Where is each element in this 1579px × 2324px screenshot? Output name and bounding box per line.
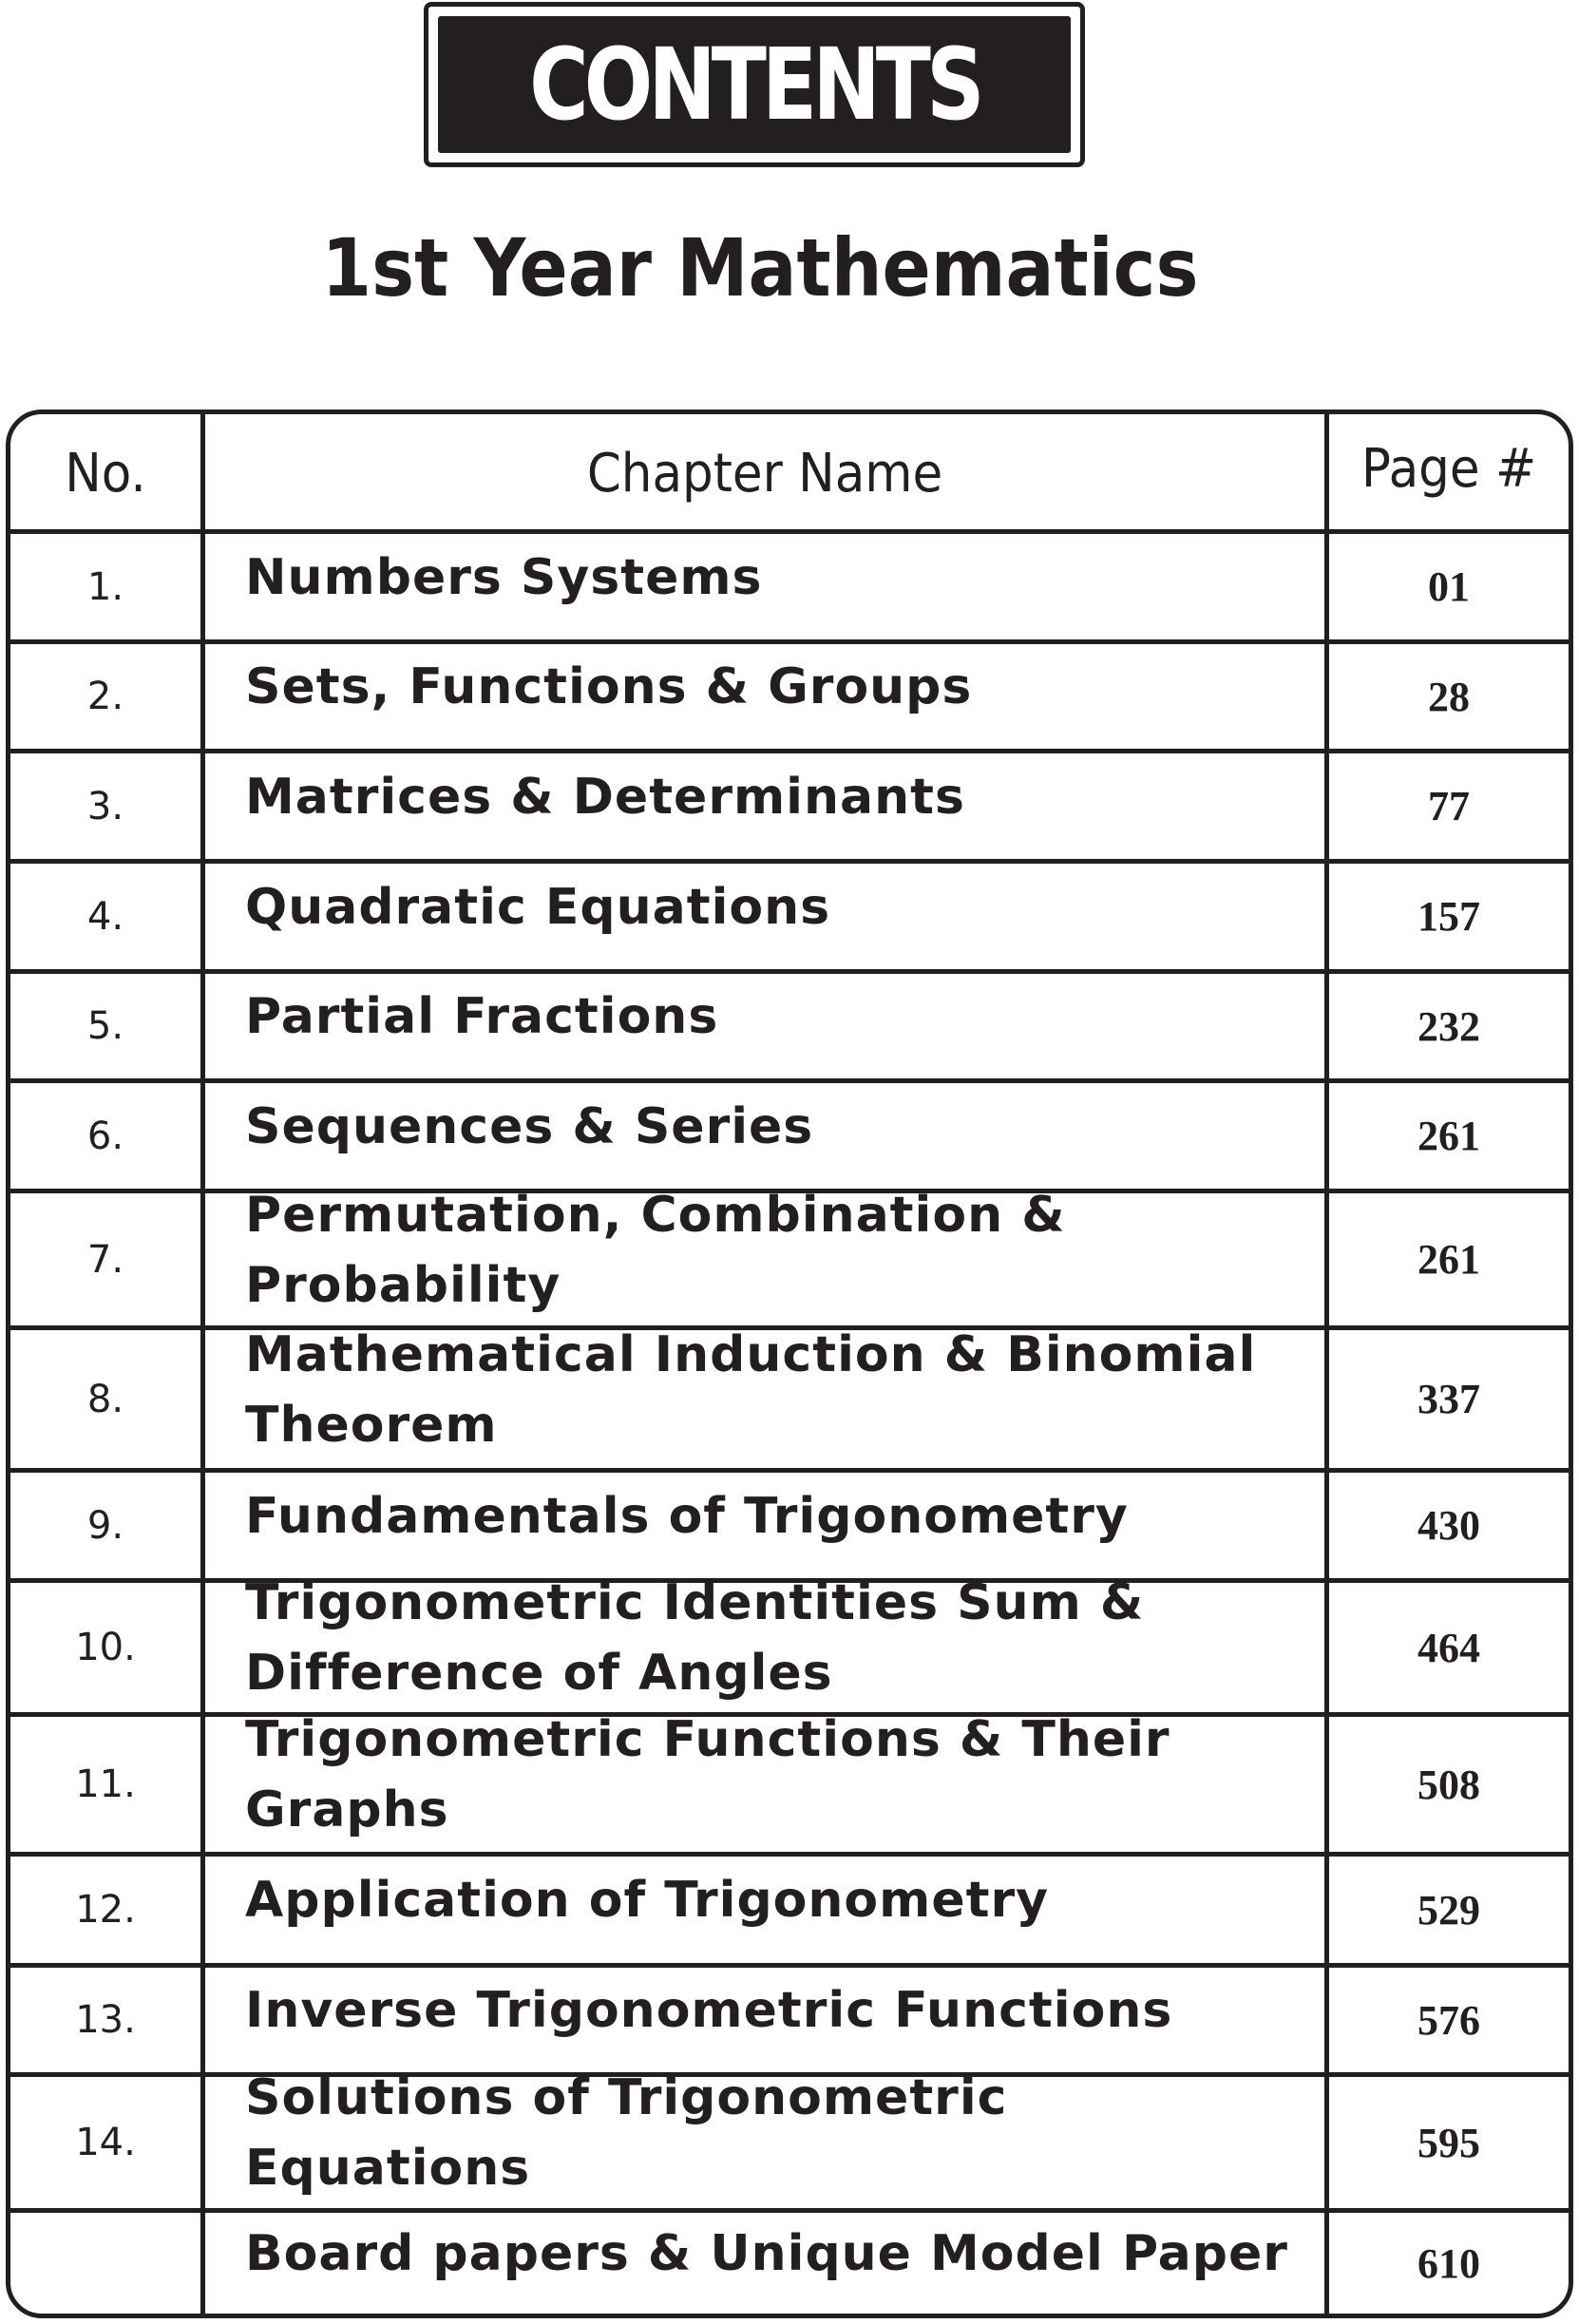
chapter-name: Solutions of Trigonometric Equations <box>245 2069 1008 2197</box>
page-number: 464 <box>1417 1624 1480 1671</box>
chapter-name: Fundamentals of Trigonometry <box>245 1487 1129 1545</box>
page-number: 261 <box>1417 1236 1480 1283</box>
contents-banner-fill <box>438 16 1071 153</box>
page-number: 610 <box>1417 2239 1480 2287</box>
page-number: 337 <box>1417 1376 1480 1422</box>
page-number: 28 <box>1428 673 1470 720</box>
chapter-name: Matrices & Determinants <box>245 768 965 826</box>
page-number: 529 <box>1417 1886 1480 1933</box>
page-number: 576 <box>1417 1996 1480 2044</box>
chapter-number: 5. <box>86 1004 124 1048</box>
header-chapter-name: Chapter Name <box>586 443 943 505</box>
chapter-number: 12. <box>75 1888 136 1932</box>
chapter-name: Numbers Systems <box>245 548 763 606</box>
chapter-number: 4. <box>86 894 124 939</box>
chapter-number: 6. <box>86 1114 124 1158</box>
chapter-name: Board papers & Unique Model Paper <box>245 2225 1288 2282</box>
header-page: Page # <box>1360 438 1537 500</box>
chapter-number <box>10 2213 200 2314</box>
chapter-name: Partial Fractions <box>245 988 719 1045</box>
header-no: No. <box>65 443 146 505</box>
chapter-number: 2. <box>86 675 124 718</box>
chapter-name: Sequences & Series <box>245 1097 814 1155</box>
page-number: 77 <box>1428 783 1470 829</box>
chapter-name: Mathematical Induction & Binomial Theorem <box>245 1325 1257 1454</box>
chapter-name: Permutation, Combination & Probability <box>245 1186 1066 1314</box>
chapter-number: 13. <box>75 1998 136 2042</box>
chapter-number: 7. <box>86 1237 124 1282</box>
chapter-name: Trigonometric Functions & Their Graphs <box>245 1711 1170 1838</box>
chapter-name: Sets, Functions & Groups <box>245 658 973 715</box>
chapter-number: 14. <box>75 2121 136 2164</box>
chapter-name: Quadratic Equations <box>245 878 831 936</box>
chapter-number: 10. <box>75 1626 136 1669</box>
chapter-number: 9. <box>86 1503 124 1548</box>
contents-table <box>6 410 1573 2318</box>
contents-title: CONTENTS <box>528 27 980 143</box>
column-divider <box>200 414 205 2314</box>
chapter-number: 11. <box>75 1762 136 1806</box>
page-number: 01 <box>1428 563 1470 610</box>
page-number: 430 <box>1417 1502 1480 1549</box>
page-number: 157 <box>1417 893 1480 940</box>
page-number: 595 <box>1417 2119 1480 2166</box>
chapter-number: 3. <box>86 784 124 829</box>
chapter-number: 8. <box>86 1377 124 1421</box>
chapter-name: Trigonometric Identities Sum & Difference of Angles <box>245 1574 1145 1702</box>
subject-title: 1st Year Mathematics <box>321 221 1199 314</box>
page-number: 508 <box>1417 1761 1480 1808</box>
chapter-number: 1. <box>86 564 124 609</box>
page-number: 232 <box>1417 1002 1480 1050</box>
chapter-name: Application of Trigonometry <box>245 1872 1049 1929</box>
chapter-name: Inverse Trigonometric Functions <box>245 1982 1173 2039</box>
page-number: 261 <box>1417 1113 1480 1159</box>
contents-banner <box>424 2 1085 167</box>
